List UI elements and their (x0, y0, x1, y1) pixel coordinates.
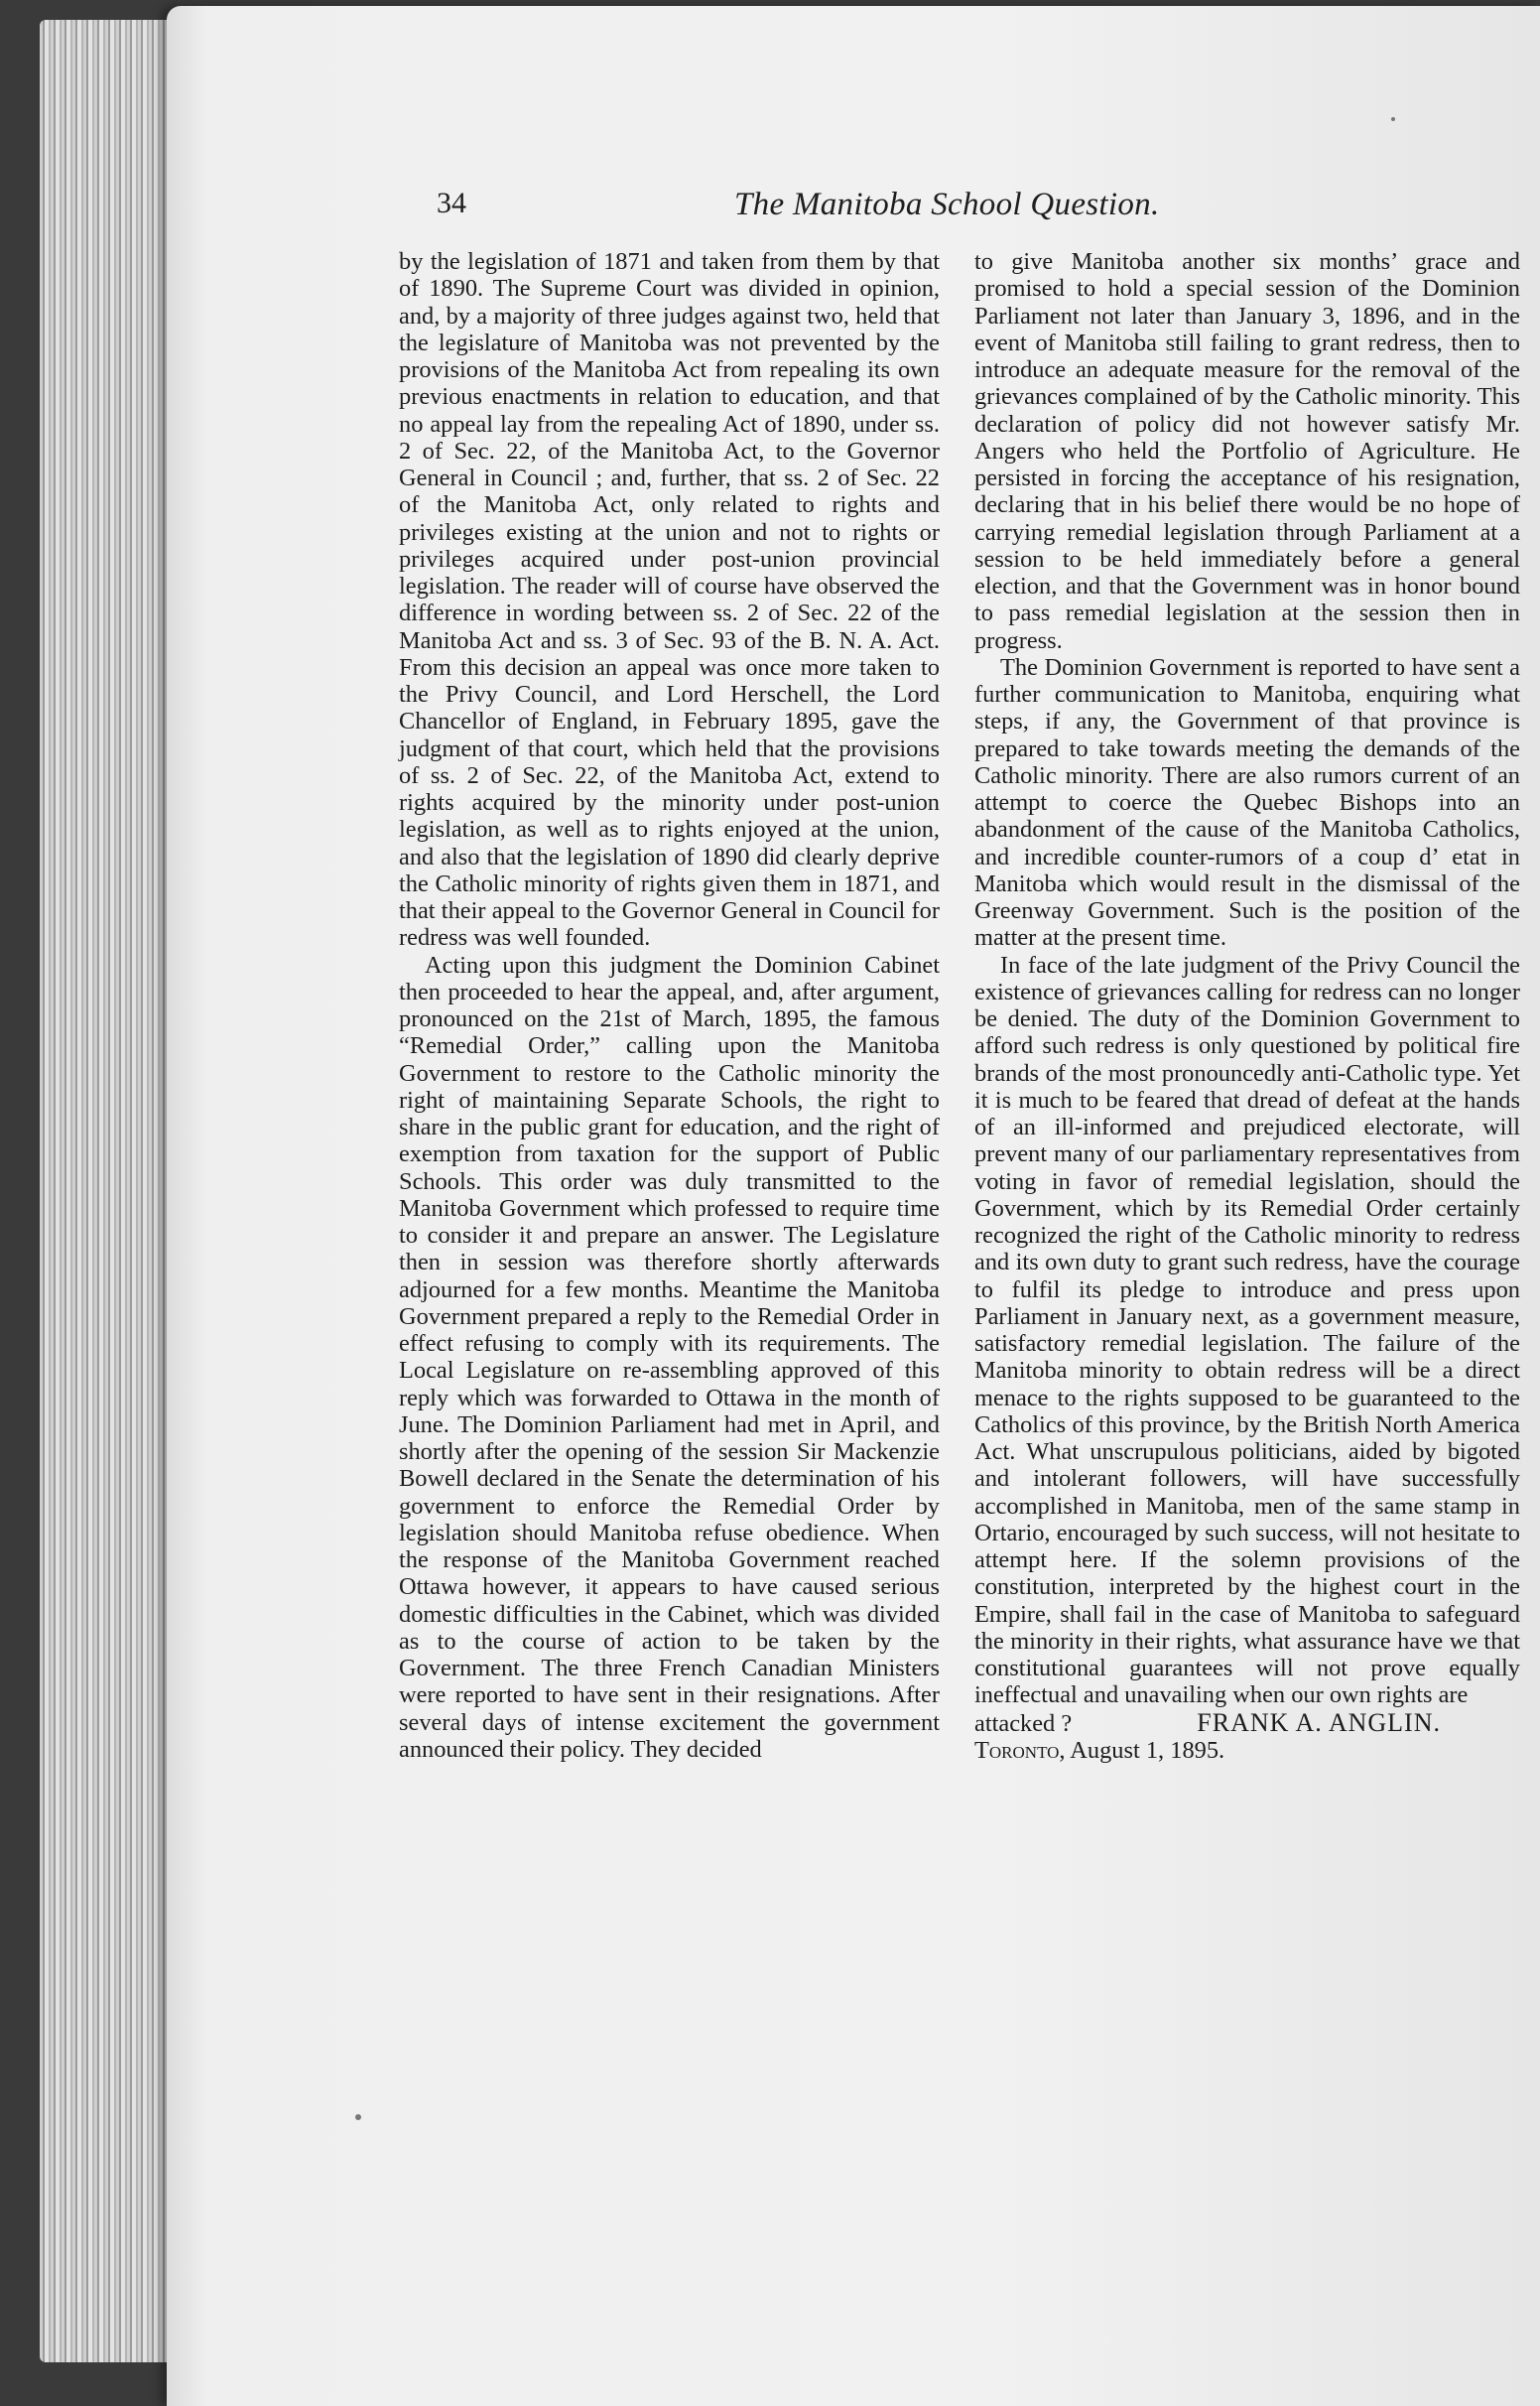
paragraph: In face of the late judgment of the Privy Council the existence of grievances calling for redress can no longer be denied. The duty of the Dominion Government to afford such redress is only questioned by political fire brands of the most pronouncedly anti-Catholic type. Yet it is much to be feared that dread of defeat at the hands of an ill-informed and prejudiced electorate, will prevent many of our parliamentary representatives from voting in favor of remedial legislation, should the Government, which by its Remedial Order certainly recognized the right of the Catholic minority to redress and its own duty to grant such redress, have the courage to fulfil its pledge to introduce and press upon Parliament in January next, as a government measure, satisfactory remedial legislation. The failure of the Manitoba minority to obtain redress will be a direct menace to the rights supposed to be guaranteed to the Catholics of this province, by the British North America Act. What unscrupulous politicians, aided by bigoted and intolerant followers, will have successfully accomplished in Manitoba, men of the same stamp in Ortario, encouraged by such success, will not hesitate to attempt here. If the solemn provisions of the constitution, interpreted by the highest court in the Empire, shall fail in the case of Manitoba to safeguard the minority in their rights, what assurance have we that constitutional guarantees will not prove equally ineffectual and unavailing when our own rights are (974, 951, 1520, 1709)
paper-speck (1391, 117, 1395, 121)
author-signature: FRANK A. ANGLIN. (1197, 1707, 1441, 1737)
closing-words: attacked ? (974, 1709, 1073, 1737)
page-number: 34 (437, 187, 466, 219)
right-column (974, 248, 1520, 1764)
running-title: The Manitoba School Question. (734, 187, 1160, 222)
dateline (974, 1737, 1520, 1764)
paragraph: Acting upon this judgment the Dominion Cabinet then proceeded to hear the appeal, and, after argument, pronounced on the 21st of March, 1895, the famous “Remedial Order,” calling upon the Manitoba Government to restore to the Catholic minority the right of maintaining Separate Schools, the right to share in the public grant for education, and the right of exemption from taxation for the support of Public Schools. This order was duly transmitted to the Manitoba Government which professed to require time to consider it and prepare an answer. The Legislature then in session was therefore shortly afterwards adjourned for a few months. Meantime the Manitoba Government prepared a reply to the Remedial Order in effect refusing to comply with its requirements. The Local Legislature on re-assembling approved of this reply which was forwarded to Ottawa in the month of June. The Dominion Parliament had met in April, and shortly after the opening of the session Sir Mackenzie Bowell declared in the Senate the determination of his government to enforce the Remedial Order by legislation should Manitoba refuse obedience. When the response of the Manitoba Government reached Ottawa however, it appears to have caused serious domestic difficulties in the Cabinet, which was divided as to the course of action to be taken by the Government. The three French Canadian Ministers were reported to have sent in their resignations. After several days of intense excitement the government announced their policy. They decided (399, 951, 940, 1763)
paragraph: The Dominion Government is reported to have sent a further communication to Manitoba, enquiring what steps, if any, the Government of that province is prepared to take towards meeting the demands of the Catholic minority. There are also rumors current of an attempt to coerce the Quebec Bishops into an abandonment of the cause of the Manitoba Catholics, and incredible counter-rumors of a coup d’ etat in Manitoba which would result in the dismissal of the Greenway Government. Such is the position of the matter at the present time. (974, 653, 1520, 952)
dateline-place: Toronto, (974, 1736, 1066, 1764)
paragraph: by the legislation of 1871 and taken from them by that of 1890. The Supreme Court was divided in opinion, and, by a majority of three judges against two, held that the legislature of Manitoba was not prevented by the provisions of the Manitoba Act from repealing its own previous enactments in relation to education, and that no appeal lay from the repealing Act of 1890, under ss. 2 of Sec. 22, of the Manitoba Act, to the Governor General in Council ; and, further, that ss. 2 of Sec. 22 of the Manitoba Act, only related to rights and privileges existing at the union and not to rights or privileges acquired under post-union provincial legislation. The reader will of course have observed the difference in wording between ss. 2 of Sec. 22 of the Manitoba Act and ss. 3 of Sec. 93 of the B. N. A. Act. From this decision an appeal was once more taken to the Privy Council, and Lord Herschell, the Lord Chancellor of England, in February 1895, gave the judgment of that court, which held that the provisions of ss. 2 of Sec. 22, of the Manitoba Act, extend to rights acquired by the minority under post-union legislation, as well as to rights enjoyed at the union, and also that the legislation of 1890 did clearly deprive the Catholic minority of rights given them in 1871, and that their appeal to the Governor General in Council for redress was well founded. (399, 248, 940, 952)
paper-speck (355, 2114, 361, 2120)
dateline-date: August 1, 1895. (1070, 1736, 1225, 1764)
page-header (437, 181, 1528, 230)
left-column (399, 248, 940, 1763)
paragraph: to give Manitoba another six months’ grace and promised to hold a special session of the Dominion Parliament not later than January 3, 1896, and in the event of Manitoba still failing to grant redress, then to introduce an adequate measure for the removal of the grievances complained of by the Catholic minority. This declaration of policy did not however satisfy Mr. Angers who held the Portfolio of Agriculture. He persisted in forcing the acceptance of his resignation, declaring that in his belief there would be no hope of carrying remedial legislation through Parliament at a session to be held immediately before a general election, and that the Government was in honor bound to pass remedial legislation at the session then in progress. (974, 248, 1520, 654)
signature-line (974, 1709, 1520, 1737)
